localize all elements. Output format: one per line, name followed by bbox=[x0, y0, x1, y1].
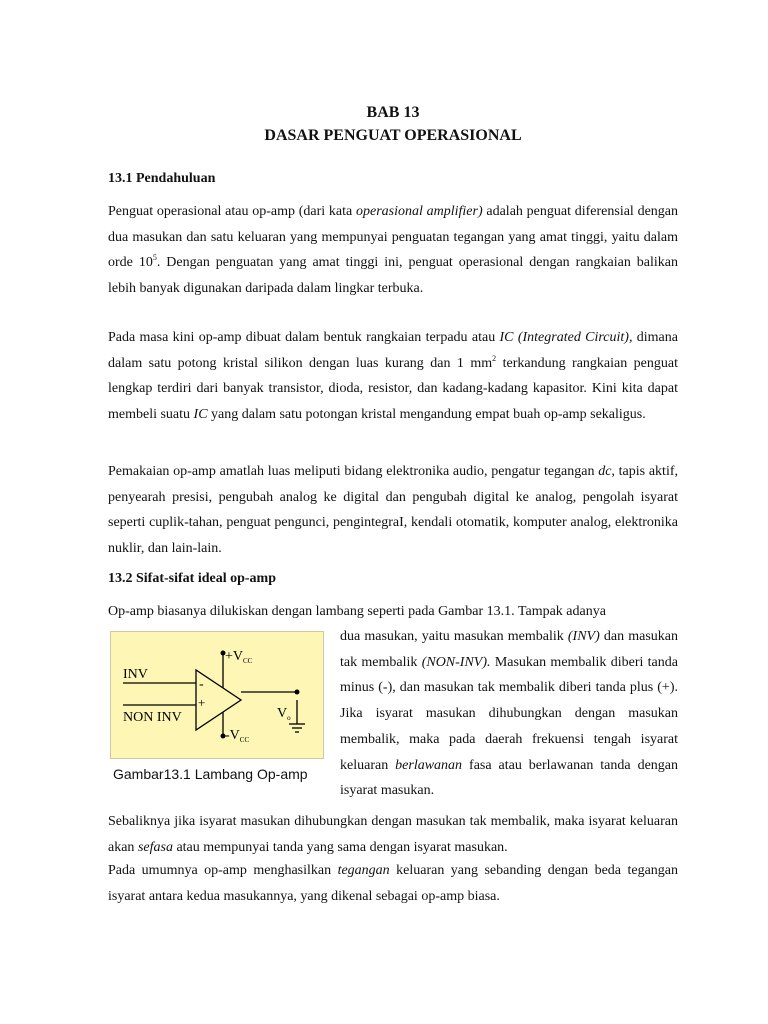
vo-label: $V_o$ bbox=[277, 706, 291, 722]
paragraph-noninverting: Sebaliknya jika isyarat masukan dihubungkan dengan masukan tak membalik, maka isyarat keluaran akan sefasa atau mempunyai tanda yang sama dengan isyarat masukan. bbox=[108, 814, 678, 855]
inv-label: INV bbox=[123, 667, 148, 682]
paragraph-ic: Pada masa kini op-amp dibuat dalam bentuk rangkaian terpadu atau IC (Integrated Circuit), dimana dalam satu potong kristal silikon dengan luas kurang dan 1 $mm^2$ terkandung rangkaian penguat lengkap terdiri dari banyak transistor, dioda, resistor, dan kadang-kadang kapasitor. Kini kita dapat membeli suatu IC yang dalam satu potongan kristal mengandung empat buah op-amp sekaligus. bbox=[108, 330, 678, 423]
minus-sign: - bbox=[199, 677, 204, 692]
plus-sign: + bbox=[198, 695, 206, 710]
chapter-title: DASAR PENGUAT OPERASIONAL bbox=[264, 127, 522, 144]
noninv-label: NON INV bbox=[123, 710, 182, 725]
output-terminal bbox=[295, 690, 300, 695]
figure-caption: Gambar13.1 Lambang Op-amp bbox=[113, 766, 308, 782]
paragraph-intro: Penguat operasional atau op-amp (dari kata operasional amplifier) adalah penguat diferensial dengan dua masukan dan satu keluaran yang mempunyai penguatan tegangan yang amat tinggi, yaitu dalam orde $10^5$. Dengan penguatan yang amat tinggi ini, penguat operasional dengan rangkaian balikan lebih banyak digunakan daripada dalam lingkar terbuka. bbox=[108, 204, 678, 297]
opamp-figure bbox=[110, 631, 324, 759]
vcc-pos-label: $+V_{CC}$ bbox=[225, 649, 253, 665]
paragraph-symbol-intro: Op-amp biasanya dilukiskan dengan lambang seperti pada Gambar 13.1. Tampak adanya bbox=[108, 604, 606, 619]
section-heading-sifat: 13.2 Sifat-sifat ideal op-amp bbox=[108, 571, 276, 586]
chapter-number: BAB 13 bbox=[366, 104, 420, 121]
section-heading-pendahuluan: 13.1 Pendahuluan bbox=[108, 171, 216, 186]
paragraph-output: Pada umumnya op-amp menghasilkan tegangan keluaran yang sebanding dengan beda tegangan isyarat antara kedua masukannya, yang dikenal sebagai op-amp biasa. bbox=[108, 863, 679, 904]
opamp-symbol-diagram bbox=[111, 632, 323, 758]
vcc-neg-label: $-V_{CC}$ bbox=[225, 728, 250, 744]
paragraph-applications: Pemakaian op-amp amatlah luas meliputi bidang elektronika audio, pengatur tegangan dc, tapis aktif, penyearah presisi, pengubah analog ke digital dan pengubah digital ke analog, pengolah isyarat seperti cuplik-tahan, penguat pengunci, pengintegraI, kendali otomatik, komputer analog, elektronika nuklir, dan lain-lain. bbox=[108, 464, 678, 557]
paragraph-inputs-description: dua masukan, yaitu masukan membalik (INV) dan masukan tak membalik (NON-INV). Masukan membalik diberi tanda minus (-), dan masukan tak membalik diberi tanda plus (+). Jika isyarat masukan dihubungkan dengan masukan membalik, maka pada daerah frekuensi tengah isyarat keluaran berlawanan fasa atau berlawanan tanda dengan isyarat masukan. bbox=[340, 629, 678, 799]
